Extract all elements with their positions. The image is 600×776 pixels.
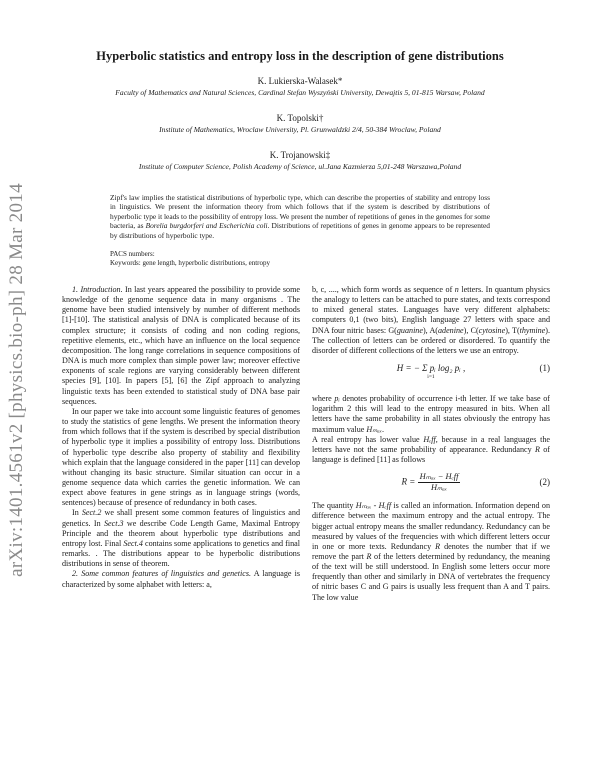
eq2-numerator: Hₘₐₓ − Hₑff [418,472,461,483]
right-paragraph-3 [312,435,550,465]
intro-heading: 1. Introduction. [72,285,123,294]
rp3-a: A real entropy has lower value [312,434,424,444]
rp4-d: of the letters determined by redundancy, the meaning of the text will be still understood. In English some letters occur more frequently than other and similarly in DNA of vertebrates the frequency of nitric bases C and G pairs is usually less frequent than A and T pairs. The low value [312,551,550,602]
equation-1-body [312,363,550,382]
rp4-b: is called an information. Information depend on difference between the maximum entropy and the actual entropy. The bigger actual entropy means the smaller redundancy. Redundancy can be measured by values of the frequencies with which different letters occur in one or more texts. Redundancy [312,501,550,551]
rp1-a: b, c, ...., which form words as sequence of [312,285,455,294]
eq2-lhs: R = [401,476,416,487]
sect3-ref: Sect.3 [103,518,124,528]
paper-title: Hyperbolic statistics and entropy loss in the description of gene distributions [96,49,504,63]
rp4-heff: Hₑff [378,501,392,511]
rp4-a: The quantity [312,501,356,511]
pacs-label: PACS numbers: [110,250,155,258]
left-column [62,285,300,590]
eq1-sum-lower: i=1 [427,374,435,381]
author-1: K. Lukierska-Walasek* [257,76,343,86]
author-3: K. Trojanowski‡ [269,150,331,160]
section-2-text: A language is characterized by some alphabet with letters: a, [62,569,301,589]
abstract-species: Borelia burgdorferi and Escherichia coli [145,221,268,231]
rp1-d: ), C( [463,325,479,335]
affiliation-2: Institute of Mathematics, Wroclaw University, Pl. Grunwaldzki 2/4, 50-384 Wroclaw, Poland [159,125,441,134]
rp2-c: . [381,424,384,434]
right-paragraph-1 [312,285,550,356]
pacs-block [110,250,490,269]
right-column [312,285,550,603]
p3-text-d: contains some applications to genetics and final remarks. . The distributions appear to be hyperbolic distributions distributions in sense of theorem. [62,538,300,569]
rp2-hmax: Hₘₐₓ [366,424,382,434]
abstract-text-1: Zipf's law implies the statistical distributions of hyperbolic type, which can describe the properties of stability and entropy loss in linguistics. We present the information theory from which follows that if the system is described by distributions of hyperbolic type it leads to the possibility of entropy loss. We present the number of repetitions of genes in the genomes for some bacteria, as [110,193,491,231]
sect4-ref: Sect.4 [123,538,143,548]
abstract [110,193,490,240]
right-paragraph-2 [312,394,550,435]
equation-2-number: (2) [539,477,550,488]
rp1-n: n [454,285,459,294]
paragraph-3 [62,508,300,569]
rp2-a: where [312,394,335,404]
p3-text-b: we shall present some common features of linguistics and genetics. In [62,508,300,528]
p3-text-a: In [72,508,82,518]
rp1-e: ), T( [505,325,520,335]
section-2-heading: 2. Some common features of linguistics and genetics. [72,569,252,579]
rp4-r: R [435,541,441,551]
intro-paragraph [62,285,300,407]
rp4-mid: - [371,501,379,511]
arxiv-watermark [4,180,30,580]
rp1-f: ). The collection of letters can be ordered or disordered. To quantify the disorder of different collections of the letters we use an entropy. [312,325,550,355]
rp2-b: denotes probability of occurrence i-th letter. If we take base of logarithm 2 this will lead to the entropy measured in bits. When all letters have the same probability in all states obviously the entropy has maximum value [312,394,551,434]
section-2-paragraph [62,569,300,589]
rp1-c: ), A( [422,325,438,335]
intro-text: In last years appeared the possibility to provide some knowledge of the genome sequence data in many organisms . The genome have been studied intensively by number of different methods [1]-[10]. The statistical analysis of DNA is complicated because of its complex structure; it consists of coding and non coding regions, repetitive elements, etc., which have an influence on the local sequence decomposition. The long range correlations in sequence compositions of DNA is much more complex than simple power law; moreover effective exponents of scale regions are varying considerably between different species [9], [10]. In papers [5], [6] the Zipf approach to analyzing linguistic texts has been extended to statistical study of DNA base pair sequences. [62,285,300,406]
abstract-text-2: . Distributions of repetitions of genes in genome appears to be represented by distributions of hyperbolic type. [110,221,490,240]
affiliation-1: Faculty of Mathematics and Natural Sciences, Cardinal Stefan Wyszyński University, Dewajtis 5, 01-815 Warsaw, Poland [115,88,485,97]
rp3-c: of language is defined [11] as follows [312,444,551,465]
rp4-r2: R [366,551,372,561]
rp2-pi: pᵢ [334,394,340,404]
rp3-heff: Hₑff [423,434,436,444]
equation-1 [312,360,550,390]
arxiv-id[interactable]: arXiv:1401.4561v2 [physics.bio-ph] 28 Mar 2014 [6,183,27,577]
thymine: thymine [519,325,546,335]
rp3-b: , because in a real languages the letters have not the same probability of appearance. Redundancy [312,434,550,454]
sect2-ref: Sect.2 [81,508,102,518]
eq1-formula: H = − Σ pᵢ log₂ pᵢ , [396,363,466,374]
equation-2 [312,469,550,497]
author-2: K. Topolski† [276,113,324,123]
eq2-fraction [418,472,461,493]
paragraph-2: In our paper we take into account some linguistic features of genomes to study the statistics of gene lengths. We present the information theory from which follows that if the system is described by special distribution of hyperbolic type it implies a possibility of entropy loss. Distributions of hyperbolic type describe also property of stability and flexibility which explain that the language considered in the paper [11] can develop without changing its basic structure. Similar situation can occur in a genome sequence data which carries the genetic information. We can expect above features in gene strings as in language strings (words, sentences) because of presence of redundancy in both cases. [62,406,300,508]
equation-1-number: (1) [539,363,550,374]
eq2-denominator: Hₘₐₓ [430,483,448,493]
rp1-b: letters. In quantum physics the analogy to letters can be attached to pure states, and texts correspond to mixed general states. Languages have very different alphabets: computers 0,1 (two bits), English language 27 letters with space and DNA four nitric bases: G( [312,285,550,335]
cytosine: cytosine [478,325,506,335]
affiliation-3: Institute of Computer Science, Polish Academy of Science, ul.Jana Kazmierza 5,01-248 Warszawa,Poland [138,162,462,171]
guanine: guanine [396,325,423,335]
p3-text-c: we describe Code Length Game, Maximal Entropy Principle and the theorem about hyperbolic type distributions and entropy lost. Final [62,518,300,548]
equation-2-body [312,472,550,493]
keywords: Keywords: gene length, hyperbolic distributions, entropy [110,259,270,268]
rp4-c: denotes the number that if we remove the part [312,541,550,561]
adenine: adenine [438,325,464,335]
right-paragraph-4 [312,501,550,603]
rp3-r: R [534,444,540,454]
rp4-hmax: Hₘₐₓ [355,501,372,511]
